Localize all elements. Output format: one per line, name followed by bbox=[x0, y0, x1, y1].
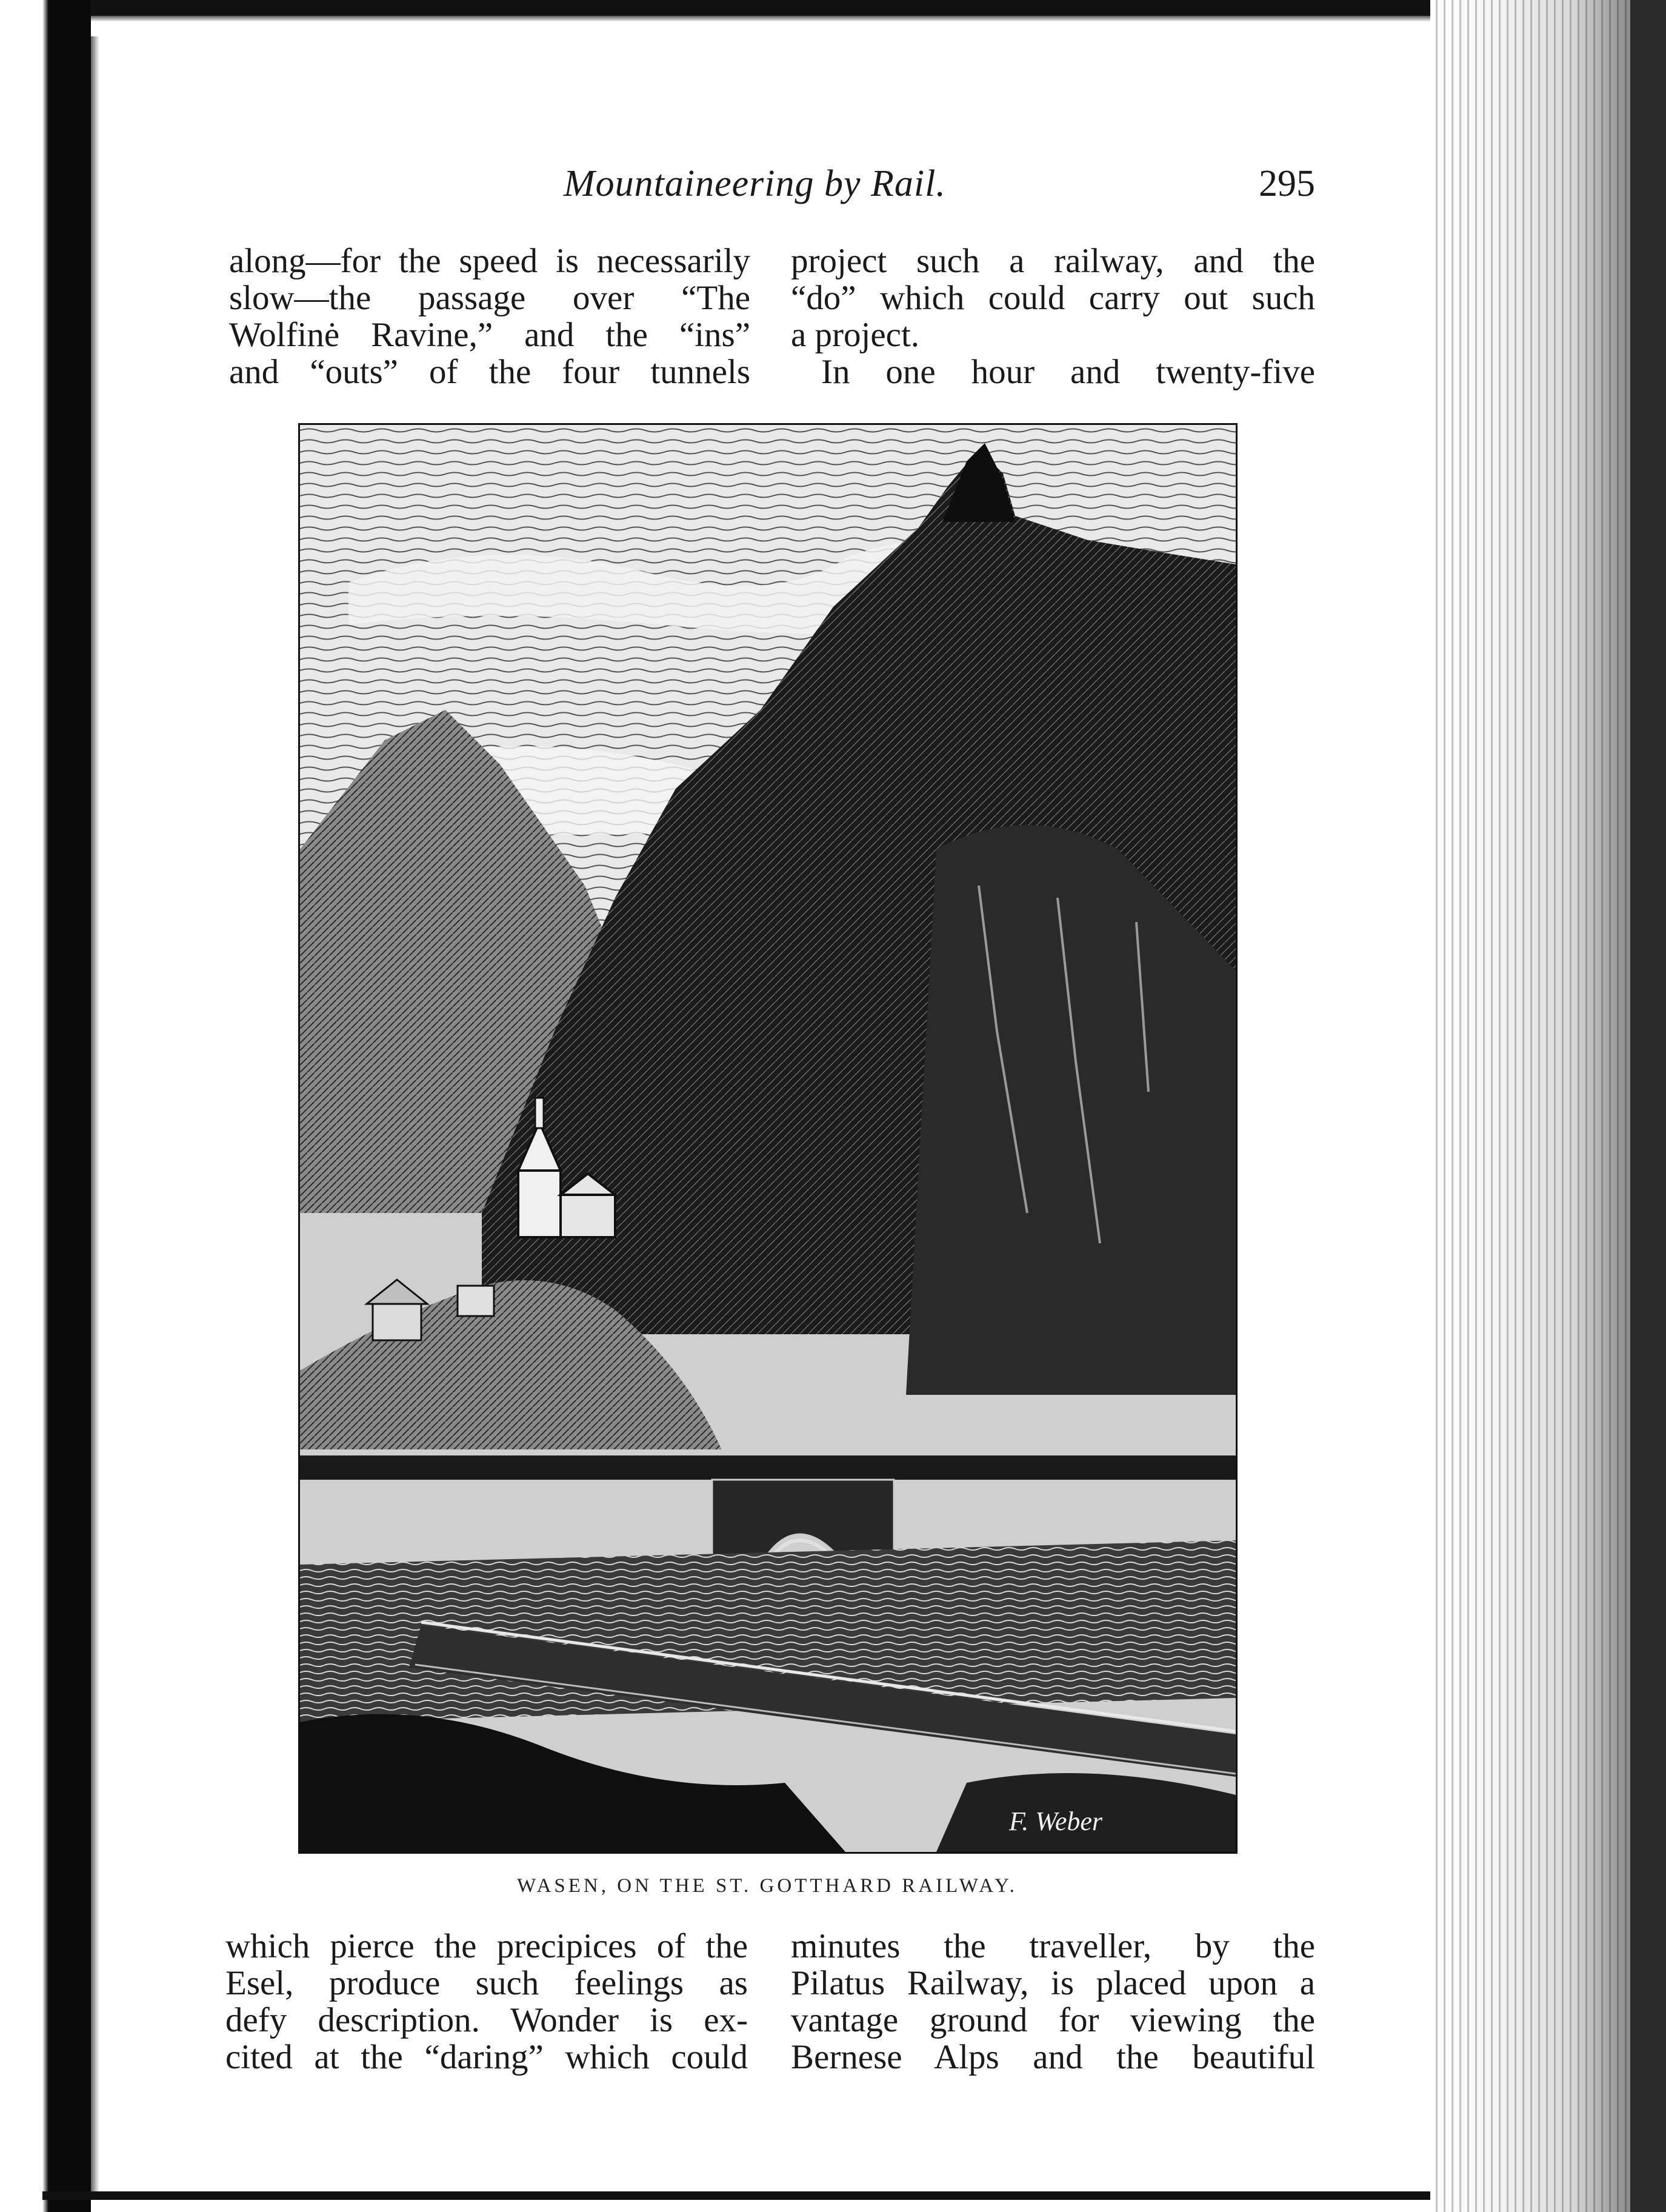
scan-top-edge-shadow bbox=[42, 16, 1600, 22]
running-title: Mountaineering by Rail. bbox=[564, 163, 946, 204]
text-line: along—for the speed is necessarily bbox=[229, 242, 750, 280]
text-line: Bernese Alps and the beautiful bbox=[791, 2038, 1315, 2076]
engraving-artwork bbox=[300, 425, 1236, 1852]
page-fore-edge-dark bbox=[1630, 0, 1666, 2212]
text-line: Pilatus Railway, is placed upon a bbox=[791, 1964, 1315, 2002]
text-line: project such a railway, and the bbox=[791, 242, 1315, 280]
column-right-bottom bbox=[791, 1928, 1315, 2076]
text-line: defy description. Wonder is ex- bbox=[225, 2001, 748, 2039]
column-left-bottom bbox=[225, 1928, 748, 2076]
column-left-top bbox=[229, 242, 750, 390]
text-line: which pierce the precipices of the bbox=[225, 1927, 748, 1965]
foreground-rocks bbox=[300, 1714, 845, 1852]
running-head bbox=[224, 162, 1315, 217]
engraving-illustration bbox=[298, 423, 1238, 1854]
scan-bottom-edge bbox=[42, 2191, 1491, 2200]
text-line: and “outs” of the four tunnels bbox=[229, 353, 750, 391]
text-line: minutes the traveller, by the bbox=[791, 1927, 1315, 1965]
text-line: In one hour and twenty-five bbox=[821, 353, 1315, 391]
page-number: 295 bbox=[1259, 163, 1315, 204]
text-line: vantage ground for viewing the bbox=[791, 2001, 1315, 2039]
binding-shadow bbox=[91, 36, 99, 2194]
text-line: slow—the passage over “The bbox=[229, 279, 750, 317]
text-line: Esel, produce such feelings as bbox=[225, 1964, 748, 2002]
text-line: “do” which could carry out such bbox=[791, 279, 1315, 317]
text-line: Wolfinė Ravine,” and the “ins” bbox=[229, 316, 750, 354]
text-line: cited at the “daring” which could bbox=[225, 2038, 748, 2076]
figure-caption: WASEN, ON THE ST. GOTTHARD RAILWAY. bbox=[517, 1875, 1018, 1897]
text-line: a project. bbox=[791, 316, 920, 354]
artist-signature: F. Weber bbox=[1009, 1806, 1102, 1836]
book-binding-edge bbox=[0, 0, 91, 2212]
column-right-top bbox=[791, 242, 1315, 390]
scan-top-edge bbox=[42, 0, 1600, 16]
